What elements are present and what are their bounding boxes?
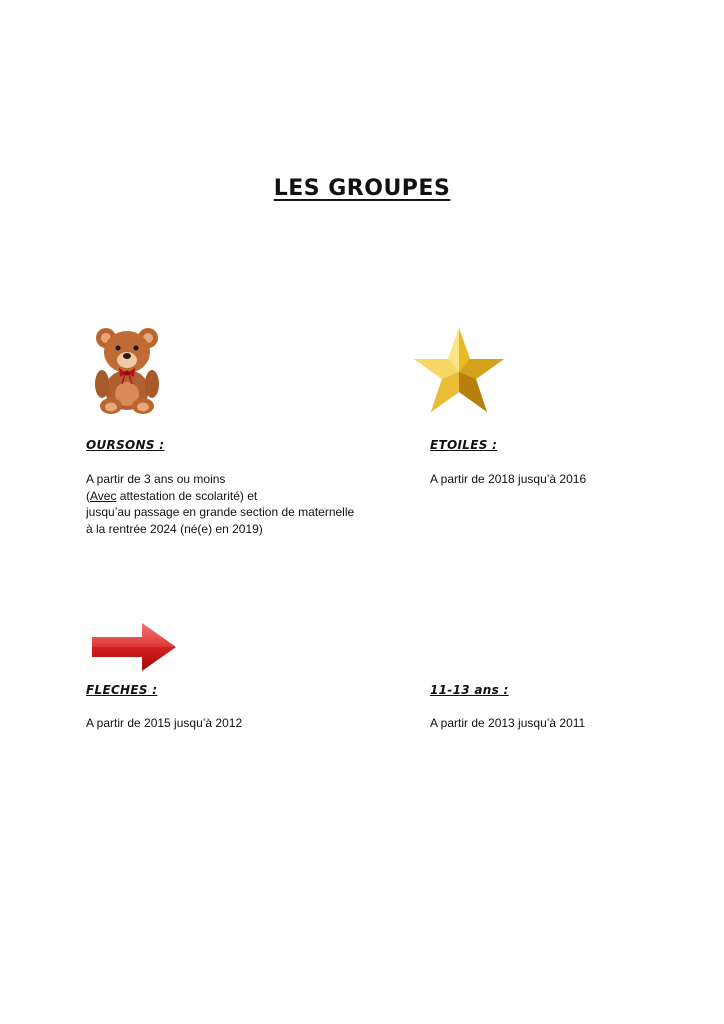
desc-line: A partir de 2018 jusqu’à 2016 [430, 472, 587, 486]
group-name-oursons: OURSONS : [86, 438, 165, 452]
desc-line: jusqu’au passage en grande section de maternelle [86, 505, 355, 519]
desc-paren: ( [86, 488, 90, 503]
desc-line [86, 488, 354, 505]
desc-rest: attestation de scolarité) et [116, 488, 258, 503]
page-title: LES GROUPES [273, 176, 451, 201]
group-name-etoiles: ETOILES : [430, 438, 498, 452]
group-name-11-13-ans: 11-13 ans : [430, 683, 509, 697]
group-desc-etoiles [430, 471, 586, 488]
group-name-fleches: FLECHES : [86, 683, 158, 697]
group-desc-11-13-ans [430, 715, 585, 732]
desc-line: A partir de 3 ans ou moins [86, 472, 226, 486]
desc-line: à la rentrée 2024 (né(e) en 2019) [86, 521, 263, 536]
desc-line: A partir de 2013 jusqu’à 2011 [430, 716, 586, 730]
group-desc-oursons [86, 471, 354, 537]
gold-star-icon [412, 326, 506, 414]
desc-underlined-word: Avec [90, 488, 117, 503]
teddy-bear-icon [94, 324, 160, 414]
group-desc-fleches [86, 715, 242, 732]
red-arrow-icon [92, 622, 178, 672]
desc-line: A partir de 2015 jusqu’à 2012 [86, 716, 243, 730]
